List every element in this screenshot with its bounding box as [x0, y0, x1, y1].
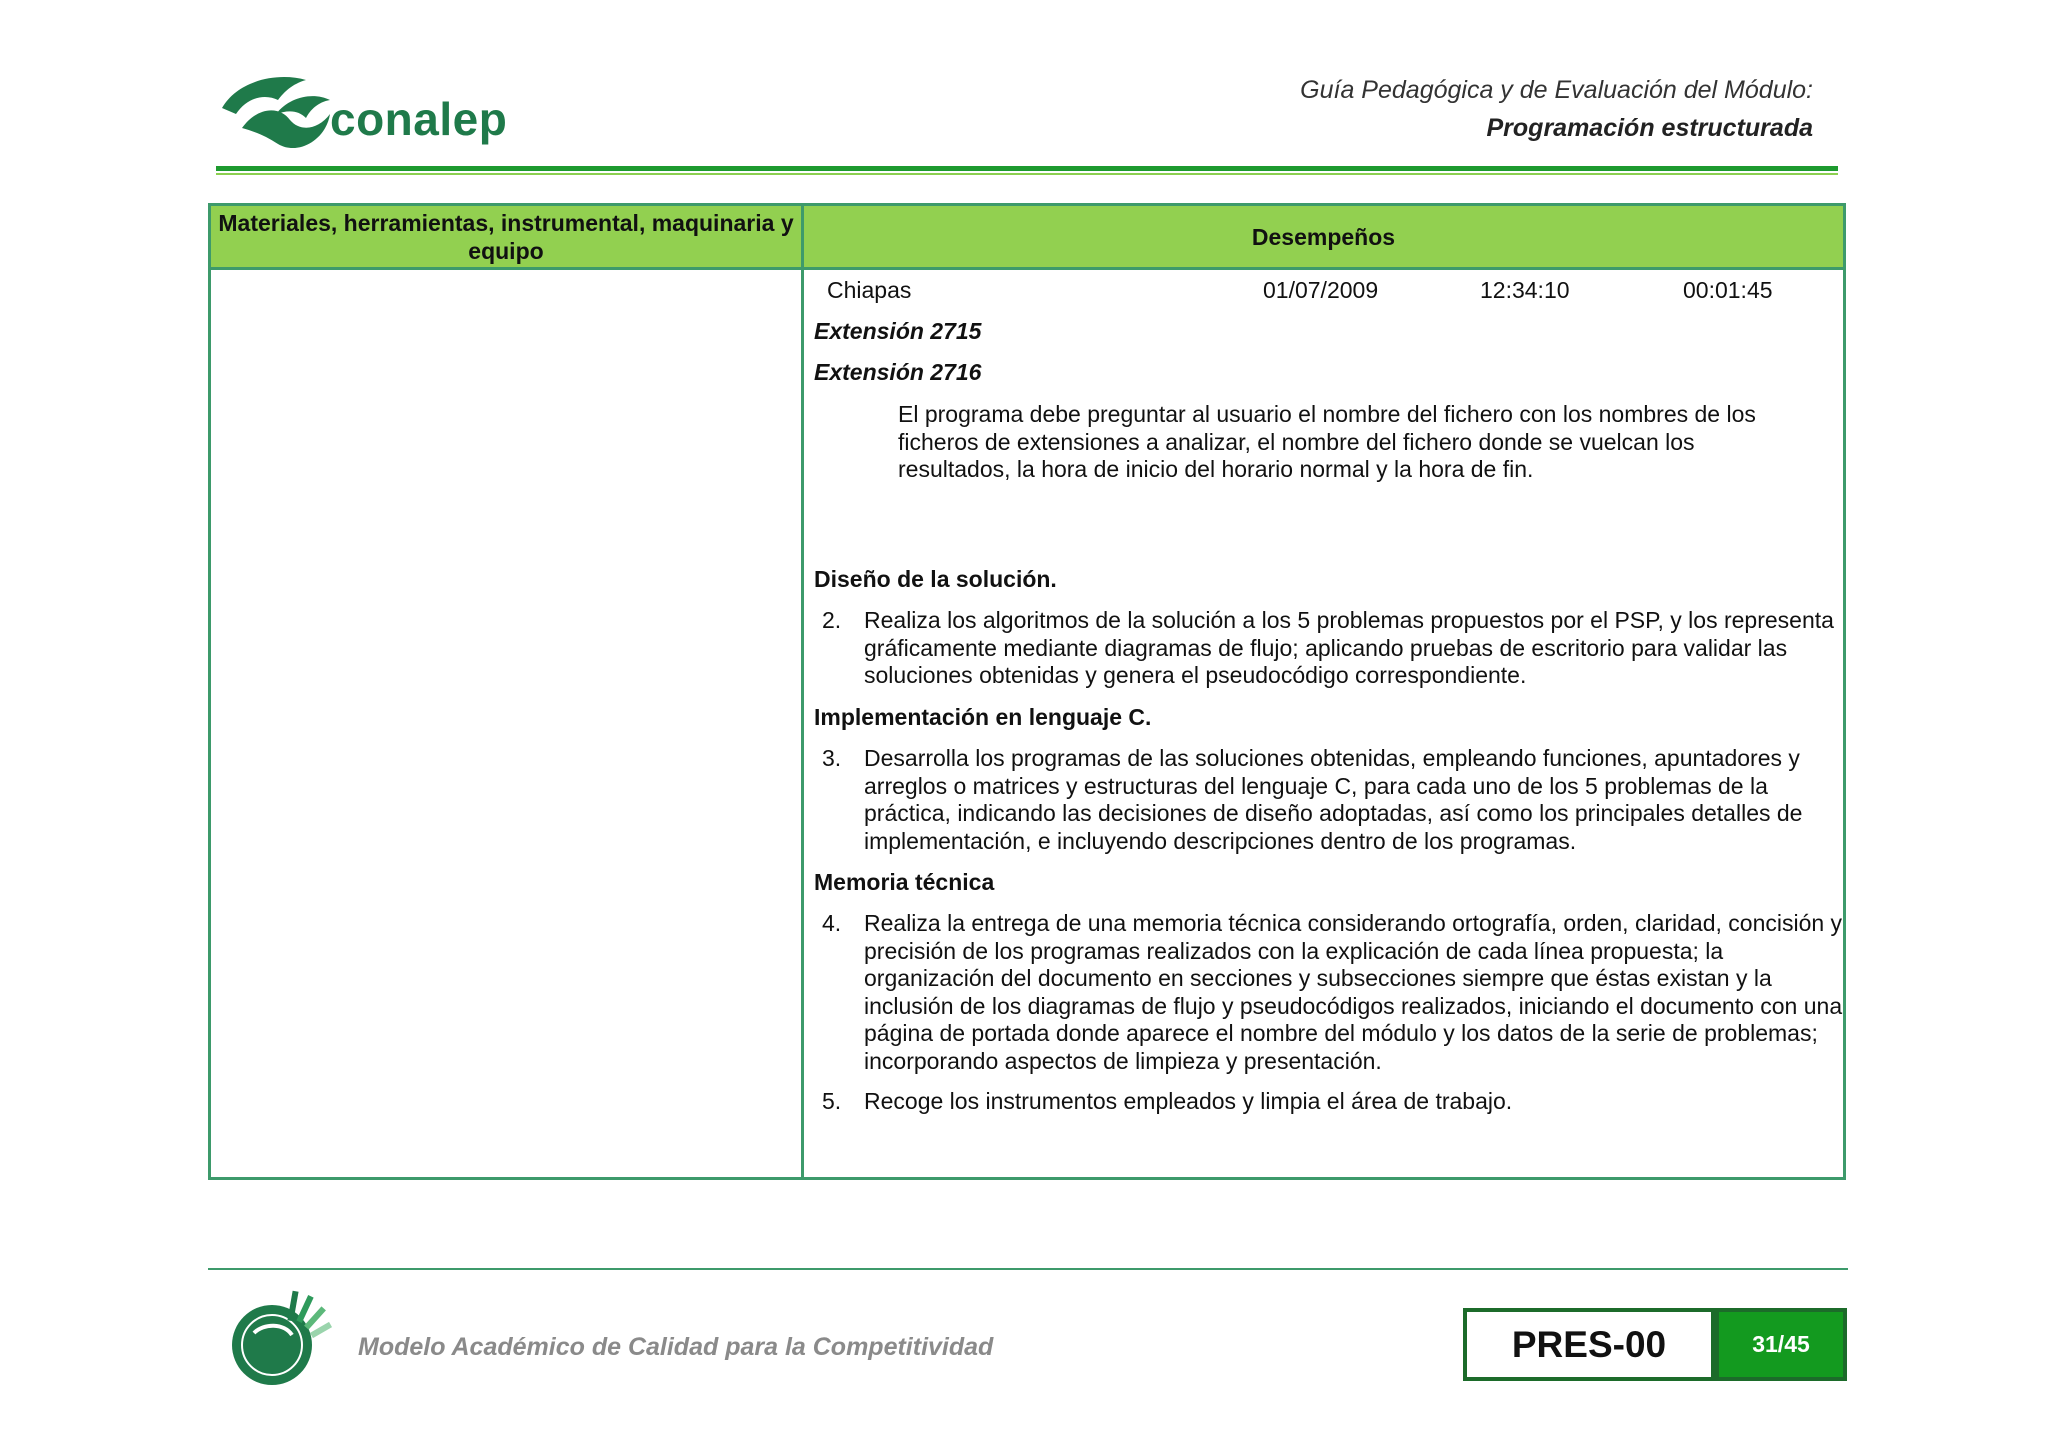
page-number: 31/45 — [1715, 1308, 1847, 1381]
section-heading-design: Diseño de la solución. — [814, 566, 1057, 592]
header-rule-light — [216, 173, 1838, 175]
logo-wordmark: conalep — [330, 93, 508, 145]
item-number: 2. — [822, 607, 842, 633]
data-time: 12:34:10 — [1480, 277, 1570, 303]
item-number: 3. — [822, 745, 842, 771]
section-heading-memoria: Memoria técnica — [814, 869, 995, 895]
header-rule — [216, 166, 1838, 171]
footer-rule — [208, 1268, 1848, 1270]
data-state: Chiapas — [827, 277, 912, 303]
data-date: 01/07/2009 — [1263, 277, 1379, 303]
item-number: 4. — [822, 910, 842, 936]
extension-2716: Extensión 2716 — [814, 359, 982, 385]
program-note: El programa debe preguntar al usuario el nombre del fichero con los nombres de los ficheros de extensiones a analizar, el nombre del fichero donde se vuelcan los resultados, la hora de inicio del horario normal y la hora de fin. — [898, 401, 1756, 482]
header-row-border — [211, 267, 1843, 270]
column-header-materials: Materiales, herramientas, instrumental, maquinaria y equipo — [211, 206, 801, 268]
module-name: Programación estructurada — [1486, 114, 1813, 142]
item-text: Desarrolla los programas de las soluciones obtenidas, empleando funciones, apuntadores y arreglos o matrices y estructuras del lenguaje C, para cada uno de los 5 problemas de la práctica, indicando las decisiones de diseño adoptadas, así como los principales detalles de implementación, e incluyendo descripciones dentro de los programas. — [864, 745, 1803, 854]
document-code: PRES-00 — [1463, 1308, 1715, 1381]
item-number: 5. — [822, 1088, 842, 1114]
column-header-desempenos: Desempeños — [804, 206, 1843, 268]
section-heading-implementation: Implementación en lenguaje C. — [814, 704, 1152, 730]
data-duration: 00:01:45 — [1683, 277, 1773, 303]
footer-tagline: Modelo Académico de Calidad para la Competitividad — [358, 1333, 994, 1361]
item-text: Recoge los instrumentos empleados y limpia el área de trabajo. — [864, 1088, 1513, 1114]
quality-model-seal-icon — [224, 1283, 334, 1393]
extension-2715: Extensión 2715 — [814, 318, 982, 344]
item-text: Realiza la entrega de una memoria técnica considerando ortografía, orden, claridad, concisión y precisión de los programas realizados con la explicación de cada línea propuesta; la organización del documento en secciones y subsecciones siempre que éstas existan y la inclusión de los diagramas de flujo y pseudocódigos realizados, iniciando el documento con una página de portada donde aparece el nombre del módulo y los datos de la serie de problemas; incorporando aspectos de limpieza y presentación. — [864, 910, 1843, 1074]
guide-title: Guía Pedagógica y de Evaluación del Módulo: — [1300, 76, 1813, 104]
column-divider — [801, 203, 804, 1180]
item-text: Realiza los algoritmos de la solución a los 5 problemas propuestos por el PSP, y los representa gráficamente mediante diagramas de flujo; aplicando pruebas de escritorio para validar las soluciones obtenidas y genera el pseudocódigo correspondiente. — [864, 607, 1834, 688]
